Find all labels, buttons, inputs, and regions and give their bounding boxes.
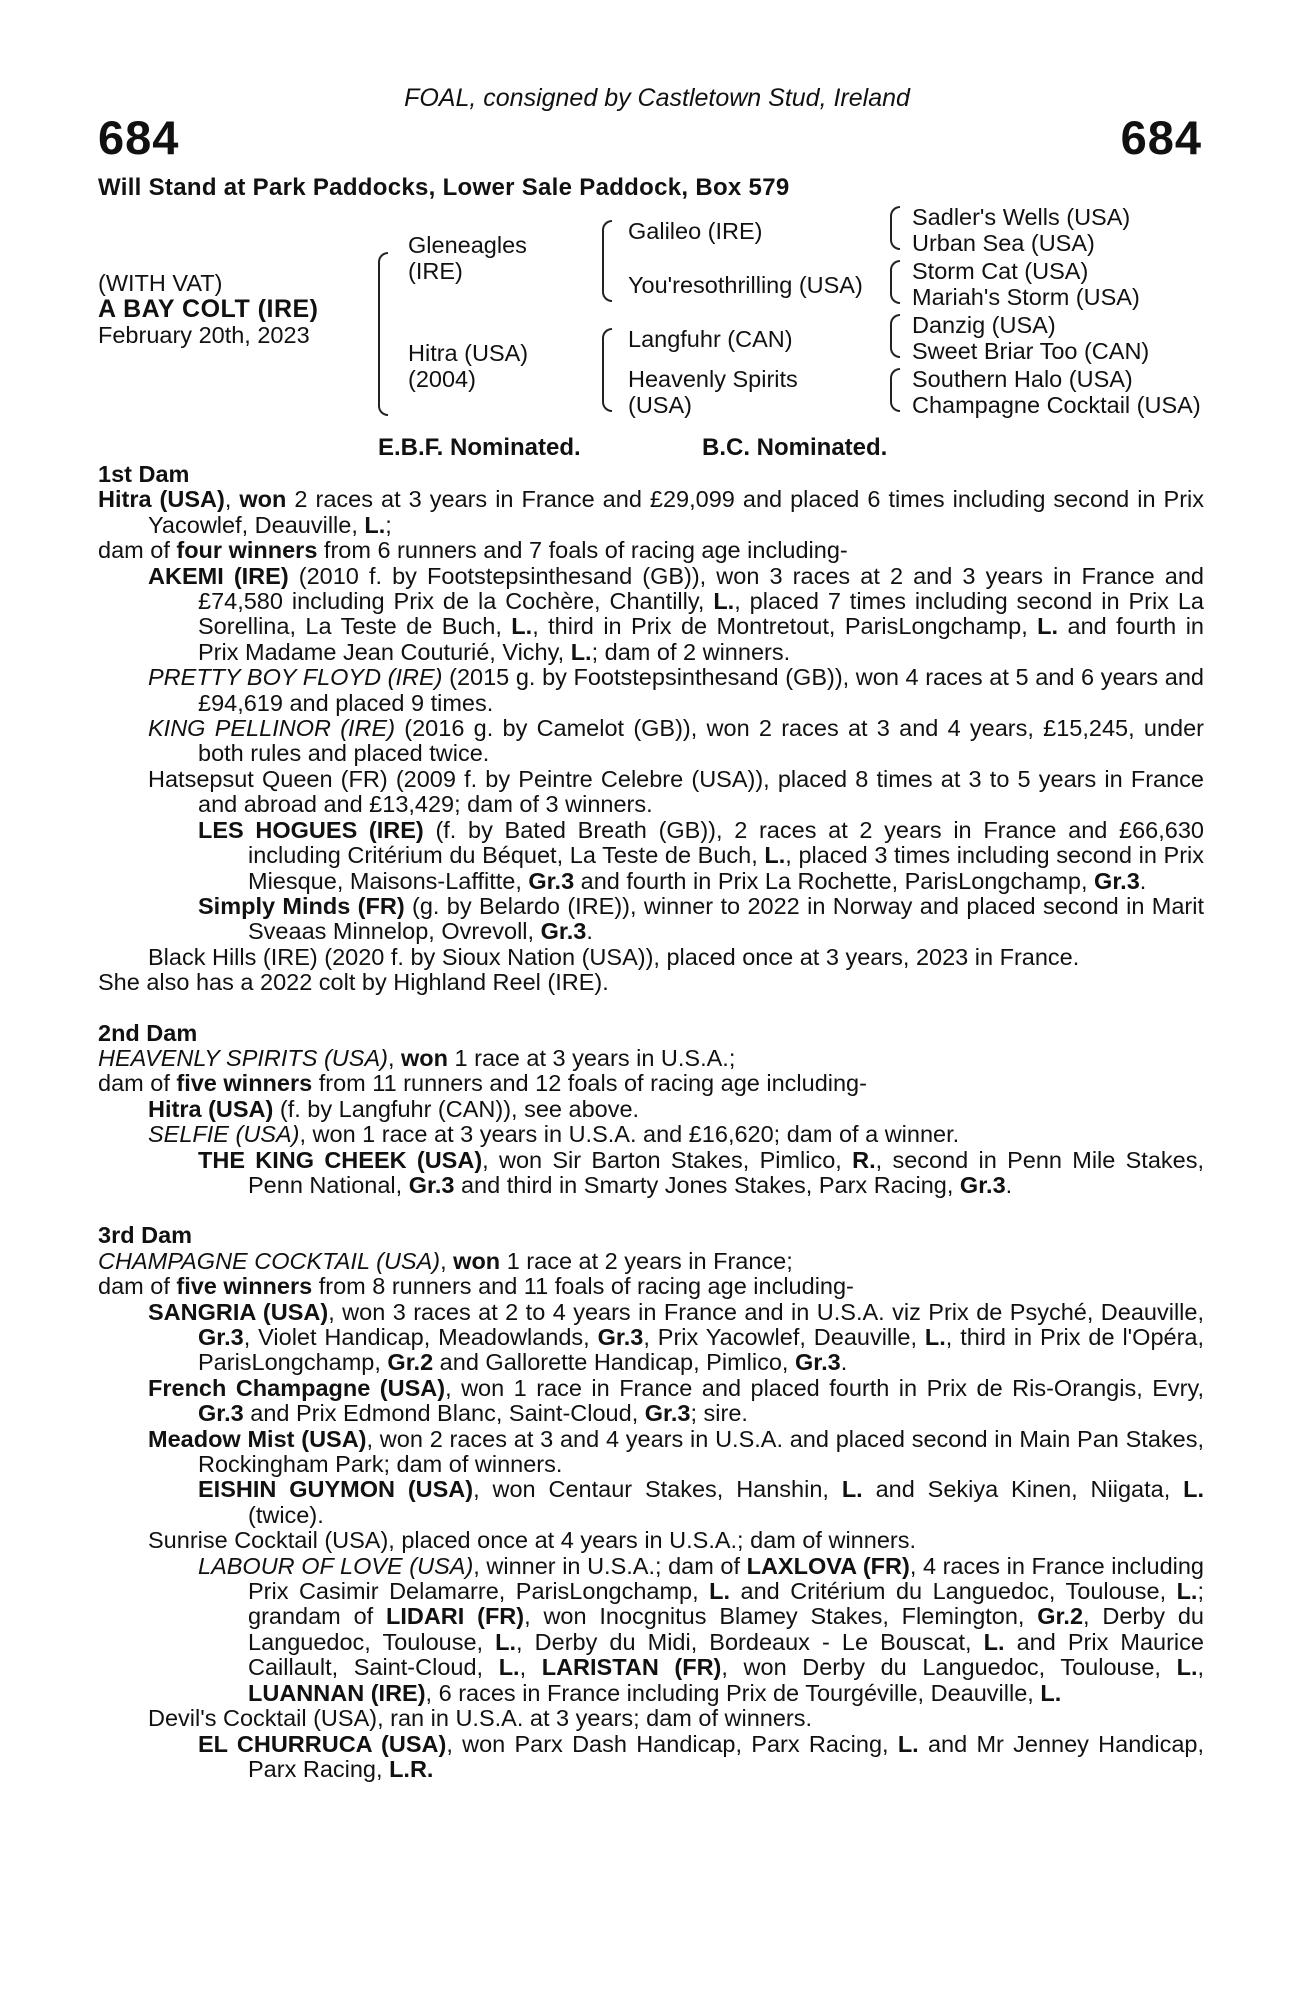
ggp-8: Champagne Cocktail (USA) [912,392,1201,418]
brace-sire [602,220,612,302]
entry-pretty-boy-floyd: PRETTY BOY FLOYD (IRE) (2015 g. by Footstepsinthesand (GB)), won 4 races at 5 and 6 years and £94,619 and placed 9 times. [148,664,1204,716]
dam-dam-country: (USA) [628,392,692,418]
entry-french-champagne: French Champagne (USA), won 1 race in France and placed fourth in Prix de Ris-Orangis, Evry, Gr.3 and Prix Edmond Blanc, Saint-Cloud, Gr.3; sire. [148,1374,1204,1427]
ggp-1: Sadler's Wells (USA) [912,204,1131,230]
third-dam-record: CHAMPAGNE COCKTAIL (USA), won 1 race at 2 years in France; [98,1247,793,1274]
first-dam-produce: dam of four winners from 6 runners and 7 foals of racing age including- [98,537,848,564]
brace-dam [602,328,612,412]
sire-country: (IRE) [408,258,463,284]
ggp-3: Storm Cat (USA) [912,258,1089,284]
bc-nominated: B.C. Nominated. [702,434,888,461]
third-dam-produce: dam of five winners from 8 runners and 11 foals of racing age including- [98,1273,854,1300]
entry-sunrise-cocktail: Sunrise Cocktail (USA), placed once at 4 years in U.S.A.; dam of winners. [148,1527,916,1554]
entry-eishin-guymon: EISHIN GUYMON (USA), won Centaur Stakes, Hanshin, L. and Sekiya Kinen, Niigata, L. (twice). [198,1476,1204,1528]
dam-sire: Langfuhr (CAN) [628,326,793,352]
horse-dob: February 20th, 2023 [98,322,310,348]
entry-les-hogues: LES HOGUES (IRE) (f. by Bated Breath (GB)), 2 races at 2 years in France and £66,630 including Critérium du Béquet, La Teste de Buch, L., placed 3 times including second in Prix Miesque, Maisons-Laffitte, Gr.3 and fourth in Prix La Rochette, ParisLongchamp, Gr.3. [198,816,1204,894]
stand-location: Will Stand at Park Paddocks, Lower Sale Paddock, Box 579 [98,174,790,201]
lot-number-left: 684 [98,111,180,164]
entry-simply-minds: Simply Minds (FR) (g. by Belardo (IRE)), winner to 2022 in Norway and placed second in Marit Sveaas Minnelop, Ovrevoll, Gr.3. [198,892,1204,945]
ggp-6: Sweet Briar Too (CAN) [912,338,1150,364]
entry-el-churruca: EL CHURRUCA (USA), won Parx Dash Handicap, Parx Racing, L. and Mr Jenney Handicap, Parx Racing, L.R. [198,1730,1204,1782]
horse-name: A BAY COLT (IRE) [98,295,319,323]
produce-record [98,462,1204,1782]
entry-hatsepsut-queen: Hatsepsut Queen (FR) (2009 f. by Peintre Celebre (USA)), placed 8 times at 3 to 5 years in France and abroad and £13,429; dam of 3 winners. [148,765,1204,818]
brace-ggp-3 [890,314,900,358]
sire-dam: You'resothrilling (USA) [628,272,863,298]
first-dam-name: Hitra (USA) [98,486,225,513]
ggp-4: Mariah's Storm (USA) [912,284,1140,310]
brace-gen1 [378,252,388,416]
entry-meadow-mist: Meadow Mist (USA), won 2 races at 3 and 4 years in U.S.A. and placed second in Main Pan Stakes, Rockingham Park; dam of winners. [148,1425,1204,1478]
consignment-line: FOAL, consigned by Castletown Stud, Ireland [404,84,910,112]
third-dam-heading: 3rd Dam [98,1222,193,1249]
brace-ggp-1 [890,206,900,250]
ggp-7: Southern Halo (USA) [912,366,1133,392]
dam-year: (2004) [408,366,476,392]
second-dam-record: HEAVENLY SPIRITS (USA), won 1 race at 3 years in U.S.A.; [98,1044,736,1071]
entry-devils-cocktail: Devil's Cocktail (USA), ran in U.S.A. at 3 years; dam of winners. [148,1705,813,1732]
sire-sire: Galileo (IRE) [628,218,763,244]
ggp-2: Urban Sea (USA) [912,230,1095,256]
entry-akemi: AKEMI (IRE) (2010 f. by Footstepsinthesand (GB)), won 3 races at 2 and 3 years in France and £74,580 including Prix de la Cochère, Chantilly, L., placed 7 times including second in Prix La Sorellina, La Teste de Buch, L., third in Prix de Montretout, ParisLongchamp, L. and fourth in Prix Madame Jean Couturié, Vichy, L.; dam of 2 winners. [148,562,1204,665]
entry-sangria: SANGRIA (USA), won 3 races at 2 to 4 years in France and in U.S.A. viz Prix de Psyché, Deauville, Gr.3, Violet Handicap, Meadowlands, Gr.3, Prix Yacowlef, Deauville, L., third in Prix de l'Opéra, ParisLongchamp, Gr.2 and Gallorette Handicap, Pimlico, Gr.3. [148,1298,1205,1376]
second-dam-heading: 2nd Dam [98,1019,198,1046]
dam-dam-name: Heavenly Spirits [628,366,798,392]
entry-king-pellinor: KING PELLINOR (IRE) (2016 g. by Camelot (GB)), won 2 races at 3 and 4 years, £15,245, under both rules and placed twice. [148,715,1204,767]
dam-name: Hitra (USA) [408,340,529,366]
second-dam-produce: dam of five winners from 11 runners and 12 foals of racing age including- [98,1070,867,1097]
entry-selfie: SELFIE (USA), won 1 race at 3 years in U.S.A. and £16,620; dam of a winner. [148,1121,960,1148]
lot-number-right: 684 [1120,111,1202,164]
brace-ggp-2 [890,260,900,304]
first-dam-also: She also has a 2022 colt by Highland Reel (IRE). [98,969,609,996]
entry-the-king-cheek: THE KING CHEEK (USA), won Sir Barton Stakes, Pimlico, R., second in Penn Mile Stakes, Penn National, Gr.3 and third in Smarty Jones Stakes, Parx Racing, Gr.3. [198,1146,1205,1198]
brace-ggp-4 [890,368,900,412]
first-dam-record: Hitra (USA), won 2 races at 3 years in France and £29,099 and placed 6 times including second in Prix Yacowlef, Deauville, L.; [98,486,1205,538]
ggp-5: Danzig (USA) [912,312,1056,338]
entry-black-hills: Black Hills (IRE) (2020 f. by Sioux Nation (USA)), placed once at 3 years, 2023 in France. [148,943,1080,970]
first-dam-heading: 1st Dam [98,461,190,487]
ebf-nominated: E.B.F. Nominated. [378,434,581,461]
entry-labour-of-love: LABOUR OF LOVE (USA), winner in U.S.A.; dam of LAXLOVA (FR), 4 races in France including Prix Casimir Delamarre, ParisLongchamp, L. and Critérium du Languedoc, Toulouse, L.; grandam of LIDARI (FR), won Inocgnitus Blamey Stakes, Flemington, Gr.2, Derby du Languedoc, Toulouse, L., Derby du Midi, Bordeaux - Le Bouscat, L. and Prix Maurice Caillault, Saint-Cloud, L., LARISTAN (FR), won Derby du Languedoc, Toulouse, L., LUANNAN (IRE), 6 races in France including Prix de Tourgéville, Deauville, L. [198,1552,1205,1706]
vat-note: (WITH VAT) [98,270,223,296]
sire-name: Gleneagles [408,232,527,258]
entry-hitra: Hitra (USA) (f. by Langfuhr (CAN)), see above. [148,1095,640,1122]
